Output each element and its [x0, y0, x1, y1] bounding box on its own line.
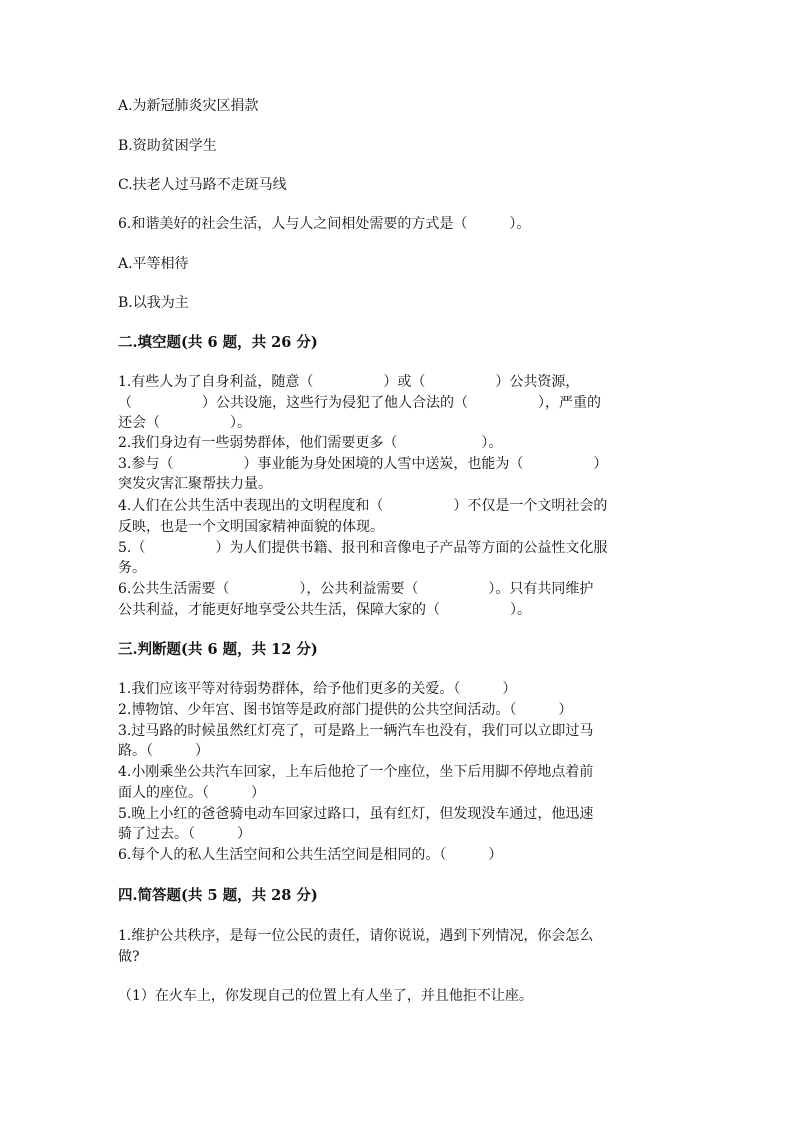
fill-blank-line: 3.参与（ ）事业能为身处困境的人雪中送炭，也能为（ ）: [118, 456, 608, 472]
option-q5-c: C.扶老人过马路不走斑马线: [118, 177, 287, 193]
fill-blank-line: 务。: [118, 560, 146, 576]
short-answer-line: 做?: [118, 949, 140, 965]
fill-blank-line: 还会（ ）。: [118, 415, 251, 431]
true-false-line: 5.晚上小红的爸爸骑电动车回家过路口，虽有红灯，但发现没车通过，他迅速: [118, 806, 594, 822]
question-q6: 6.和谐美好的社会生活，人与人之间相处需要的方式是（ ）。: [118, 216, 531, 232]
true-false-line: 4.小刚乘坐公共汽车回家，上车后他抢了一个座位，坐下后用脚不停地点着前: [118, 764, 594, 780]
true-false-line: 骑了过去。（ ）: [118, 826, 251, 842]
option-q6-a: A.平等相待: [118, 256, 189, 272]
fill-blank-line: 反映，也是一个文明国家精神面貌的体现。: [118, 519, 384, 535]
fill-blank-line: 公共利益，才能更好地享受公共生活，保障大家的（ ）。: [118, 602, 531, 618]
true-false-line: 2.博物馆、少年宫、图书馆等是政府部门提供的公共空间活动。（ ）: [118, 702, 573, 718]
true-false-line: 3.过马路的时候虽然红灯亮了，可是路上一辆汽车也没有，我们可以立即过马: [118, 723, 594, 739]
fill-blank-line: 5.（ ）为人们提供书籍、报刊和音像电子产品等方面的公益性文化服: [118, 540, 608, 556]
true-false-line: 1.我们应该平等对待弱势群体，给予他们更多的关爱。（ ）: [118, 681, 517, 697]
true-false-line: 路。（ ）: [118, 743, 209, 759]
section-heading-true-false: 三.判断题(共 6 题，共 12 分): [118, 641, 318, 658]
section-heading-short-answer: 四.简答题(共 5 题，共 28 分): [118, 887, 318, 904]
short-answer-line: 1.维护公共秩序，是每一位公民的责任，请你说说，遇到下列情况，你会怎么: [118, 928, 594, 944]
option-q5-a: A.为新冠肺炎灾区捐款: [118, 98, 259, 114]
true-false-line: 面人的座位。（ ）: [118, 785, 265, 801]
fill-blank-line: 4.人们在公共生活中表现出的文明程度和（ ）不仅是一个文明社会的: [118, 498, 608, 514]
option-q6-b: B.以我为主: [118, 295, 189, 311]
fill-blank-line: 6.公共生活需要（ ），公共利益需要（ ）。只有共同维护: [118, 581, 594, 597]
short-answer-subquestion: （1）在火车上，你发现自己的位置上有人坐了，并且他拒不让座。: [118, 988, 533, 1004]
fill-blank-line: 2.我们身边有一些弱势群体，他们需要更多（ ）。: [118, 435, 503, 451]
fill-blank-line: （ ）公共设施，这些行为侵犯了他人合法的（ ），严重的: [118, 395, 601, 411]
section-heading-fill-blank: 二.填空题(共 6 题，共 26 分): [118, 334, 318, 351]
fill-blank-line: 1.有些人为了自身利益，随意（ ）或（ ）公共资源，: [118, 374, 580, 390]
fill-blank-line: 突发灾害汇聚帮扶力量。: [118, 476, 272, 492]
true-false-line: 6.每个人的私人生活空间和公共生活空间是相同的。（ ）: [118, 847, 503, 863]
option-q5-b: B.资助贫困学生: [118, 138, 217, 154]
